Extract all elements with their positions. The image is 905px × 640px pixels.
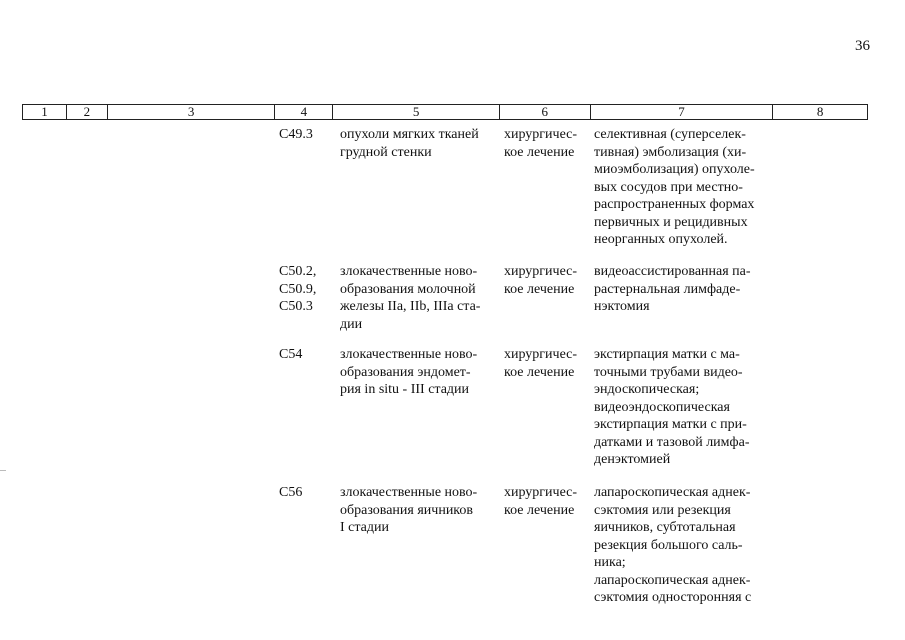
header-col-5: 5 [333,105,500,119]
icd-code: C50.2, C50.9, C50.3 [279,264,317,314]
icd-code: C56 [279,485,303,500]
header-col-8: 8 [816,104,824,119]
scan-artifact [0,470,6,471]
treatment-method: экстирпация матки с ма- точными трубами видео- эндоскопическая; видеоэндоскопическая экстирпация матки с при- датками и тазовой лимфа- денэктомией [594,347,750,467]
header-col-3: 3 [108,105,276,119]
disease-description: злокачественные ново- образования эндомет- рия in situ - III стадии [340,347,478,397]
treatment-method: видеоассистированная па- растернальная лимфаде- нэктомия [594,264,751,314]
treatment-method: лапароскопическая аднек- сэктомия или резекция яичников, субтотальная резекция большого саль- ника; лапароскопическая аднек- сэктомия односторонняя с [594,485,752,605]
header-col-7: 7 [591,105,774,119]
header-col-6: 6 [500,105,591,119]
treatment-type: хирургичес- кое лечение [504,127,578,160]
table-header-row [22,104,868,120]
treatment-type: хирургичес- кое лечение [504,264,578,297]
header-col-4: 4 [275,105,333,119]
treatment-type: хирургичес- кое лечение [504,347,578,380]
page-number: 36 [855,38,870,54]
icd-code: C49.3 [279,127,313,142]
header-col-2: 2 [67,105,108,119]
disease-description: злокачественные ново- образования молочной железы IIa, IIb, IIIa ста- дии [340,264,481,332]
icd-code: C54 [279,347,303,362]
disease-description: опухоли мягких тканей грудной стенки [340,127,479,160]
header-col-1: 1 [23,105,67,119]
treatment-method: селективная (суперселек- тивная) эмболизация (хи- миоэмболизация) опухоле- вых сосудов при местно- распространенных формах первичных и рецидивных неорганных опухолей. [594,127,755,247]
treatment-type: хирургичес- кое лечение [504,485,578,518]
disease-description: злокачественные ново- образования яичников I стадии [340,485,478,535]
